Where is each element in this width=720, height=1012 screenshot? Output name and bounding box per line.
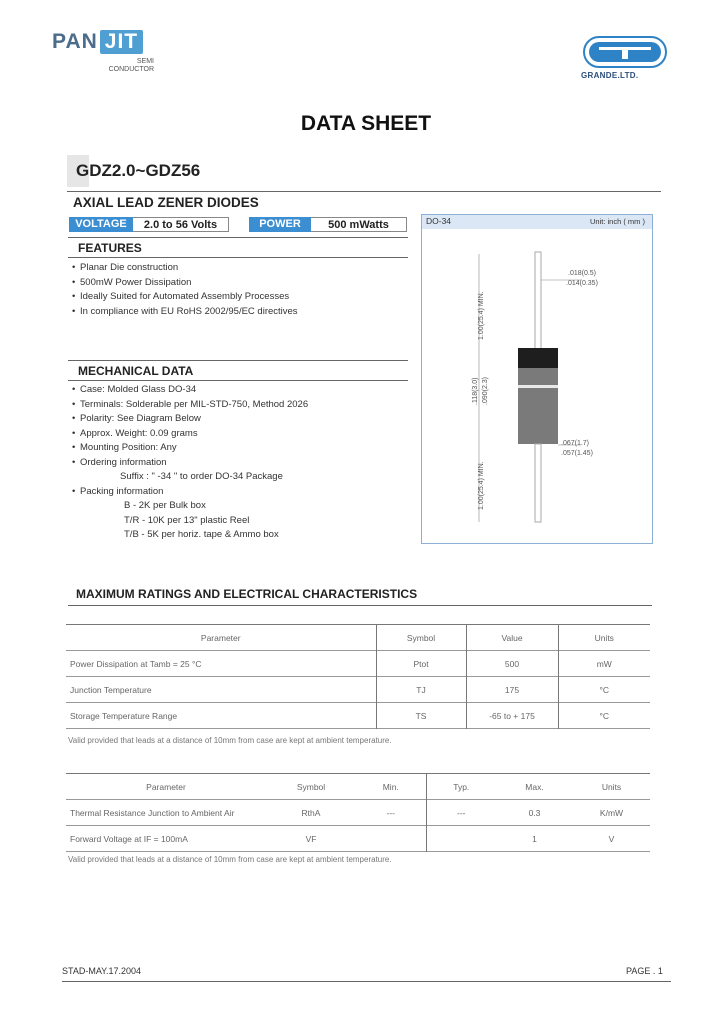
table-header: Typ.: [453, 781, 470, 792]
body-dia-max: .067(1.7): [561, 440, 590, 447]
panjit-sub-line2: CONDUCTOR: [108, 66, 154, 73]
table-header-row: [66, 625, 650, 651]
list-item: • Polarity: See Diagram Below: [72, 412, 417, 427]
list-item: • Packing information: [72, 485, 417, 500]
table-cell: 1: [532, 833, 537, 844]
voltage-label: VOLTAGE: [69, 217, 133, 232]
lead-dia-max: .018(0.5): [568, 270, 597, 277]
table-header: Units: [601, 781, 622, 792]
panjit-logo: [52, 30, 143, 54]
body-len-max: .118(3.0): [472, 377, 479, 405]
table-row: [66, 826, 650, 852]
divider: [68, 380, 408, 381]
divider: [67, 191, 661, 192]
table-header-row: [66, 774, 650, 800]
ratings-heading: MAXIMUM RATINGS AND ELECTRICAL CHARACTERISTICS: [76, 587, 418, 601]
table-header: Max.: [525, 781, 544, 792]
table-cell: Junction Temperature: [70, 684, 152, 695]
list-item: • Mounting Position: Any: [72, 441, 417, 456]
mechanical-list: [72, 383, 417, 543]
panjit-sub-line1: SEMI: [136, 58, 154, 65]
table1-note: Valid provided that leads at a distance of 10mm from case are kept at ambient temperature.: [68, 736, 392, 745]
table-cell: Forward Voltage at IF = 100mA: [70, 833, 188, 844]
list-item: • Terminals: Solderable per MIL-STD-750, Method 2026: [72, 398, 417, 413]
panjit-logo-text: PAN: [52, 30, 98, 53]
table-cell: -65 to + 175: [466, 703, 558, 729]
footer-date: STAD-MAY.17.2004: [62, 966, 142, 976]
table-header: Symbol: [376, 625, 466, 651]
table-cell: Storage Temperature Range: [70, 710, 178, 721]
body-dia-min: .057(1.45): [561, 450, 593, 457]
table-cell: RthA: [301, 807, 321, 818]
table-cell: 500: [466, 651, 558, 677]
body-len-min: .090(2.3): [482, 376, 489, 405]
divider: [68, 605, 652, 606]
ratings-table: [66, 624, 650, 729]
table-header: Units: [558, 625, 650, 651]
packing-item: T/R - 10K per 13" plastic Reel: [124, 514, 250, 526]
list-item: • Approx. Weight: 0.09 grams: [72, 427, 417, 442]
grande-logo-icon: [583, 36, 667, 68]
lead-length-top: 1.00(25.4) MIN.: [478, 291, 485, 340]
table-cell: 175: [466, 677, 558, 703]
table-cell: K/mW: [599, 807, 624, 818]
page-title: DATA SHEET: [300, 112, 432, 135]
divider: [68, 237, 408, 238]
table-cell: TS: [376, 703, 466, 729]
power-value: 500 mWatts: [311, 217, 407, 232]
packing-item: B - 2K per Bulk box: [124, 500, 206, 511]
footer-page: PAGE . 1: [626, 966, 663, 976]
ordering-suffix: Suffix : " -34 " to order DO-34 Package: [120, 471, 283, 482]
packing-item: T/B - 5K per horiz. tape & Ammo box: [124, 529, 279, 540]
package-name: DO-34: [426, 216, 452, 226]
panjit-logo-box: JIT: [100, 30, 143, 54]
table-cell: Thermal Resistance Junction to Ambient Air: [70, 807, 235, 818]
lead-length-bottom: 1.00(25.4) MIN.: [478, 461, 485, 510]
product-subtitle: AXIAL LEAD ZENER DIODES: [73, 195, 259, 210]
features-list: [72, 261, 412, 319]
diode-outline-drawing: [421, 230, 653, 542]
table-cell: Power Dissipation at Tamb = 25 °C: [70, 658, 202, 669]
divider: [62, 981, 671, 982]
table-cell: Ptot: [376, 651, 466, 677]
list-item: • Ordering information: [72, 456, 417, 471]
divider: [68, 257, 408, 258]
table-cell: ---: [457, 807, 466, 818]
table-row: [66, 677, 650, 703]
divider: [68, 360, 408, 361]
grande-logo-text: GRANDE.LTD.: [581, 71, 639, 80]
mechanical-heading: MECHANICAL DATA: [78, 364, 194, 378]
list-item: • In compliance with EU RoHS 2002/95/EC directives: [72, 305, 412, 320]
table-cell: TJ: [376, 677, 466, 703]
part-number: GDZ2.0~GDZ56: [76, 161, 201, 180]
table-header: Min.: [356, 774, 426, 800]
table-cell: [356, 826, 426, 852]
characteristics-table: [66, 773, 650, 852]
table-cell: °C: [558, 677, 650, 703]
list-item: • Case: Molded Glass DO-34: [72, 383, 417, 398]
list-item: • Ideally Suited for Automated Assembly Processes: [72, 290, 412, 305]
power-label: POWER: [249, 217, 311, 232]
table2-note: Valid provided that leads at a distance of 10mm from case are kept at ambient temperature.: [68, 855, 392, 864]
table-cell: 0.3: [528, 807, 541, 818]
lead-dia-min: .014(0.35): [566, 280, 598, 287]
cathode-band: [518, 348, 558, 368]
panjit-subtitle: [106, 58, 154, 74]
table-cell: V: [608, 833, 615, 844]
features-heading: FEATURES: [78, 241, 142, 255]
table-cell: °C: [558, 703, 650, 729]
unit-label: Unit: inch ( mm ): [590, 217, 646, 226]
table-header: Symbol: [296, 781, 326, 792]
table-header: Value: [466, 625, 558, 651]
table-header: Parameter: [146, 781, 186, 792]
table-header: Parameter: [200, 632, 241, 643]
voltage-value: 2.0 to 56 Volts: [133, 217, 229, 232]
table-cell: ---: [356, 800, 426, 826]
table-cell: [426, 826, 496, 852]
table-cell: VF: [305, 833, 317, 844]
list-item: • Planar Die construction: [72, 261, 412, 276]
table-cell: mW: [558, 651, 650, 677]
table-row: [66, 651, 650, 677]
table-row: [66, 800, 650, 826]
list-item: • 500mW Power Dissipation: [72, 276, 412, 291]
bottom-lead: [535, 444, 541, 522]
table-row: [66, 703, 650, 729]
